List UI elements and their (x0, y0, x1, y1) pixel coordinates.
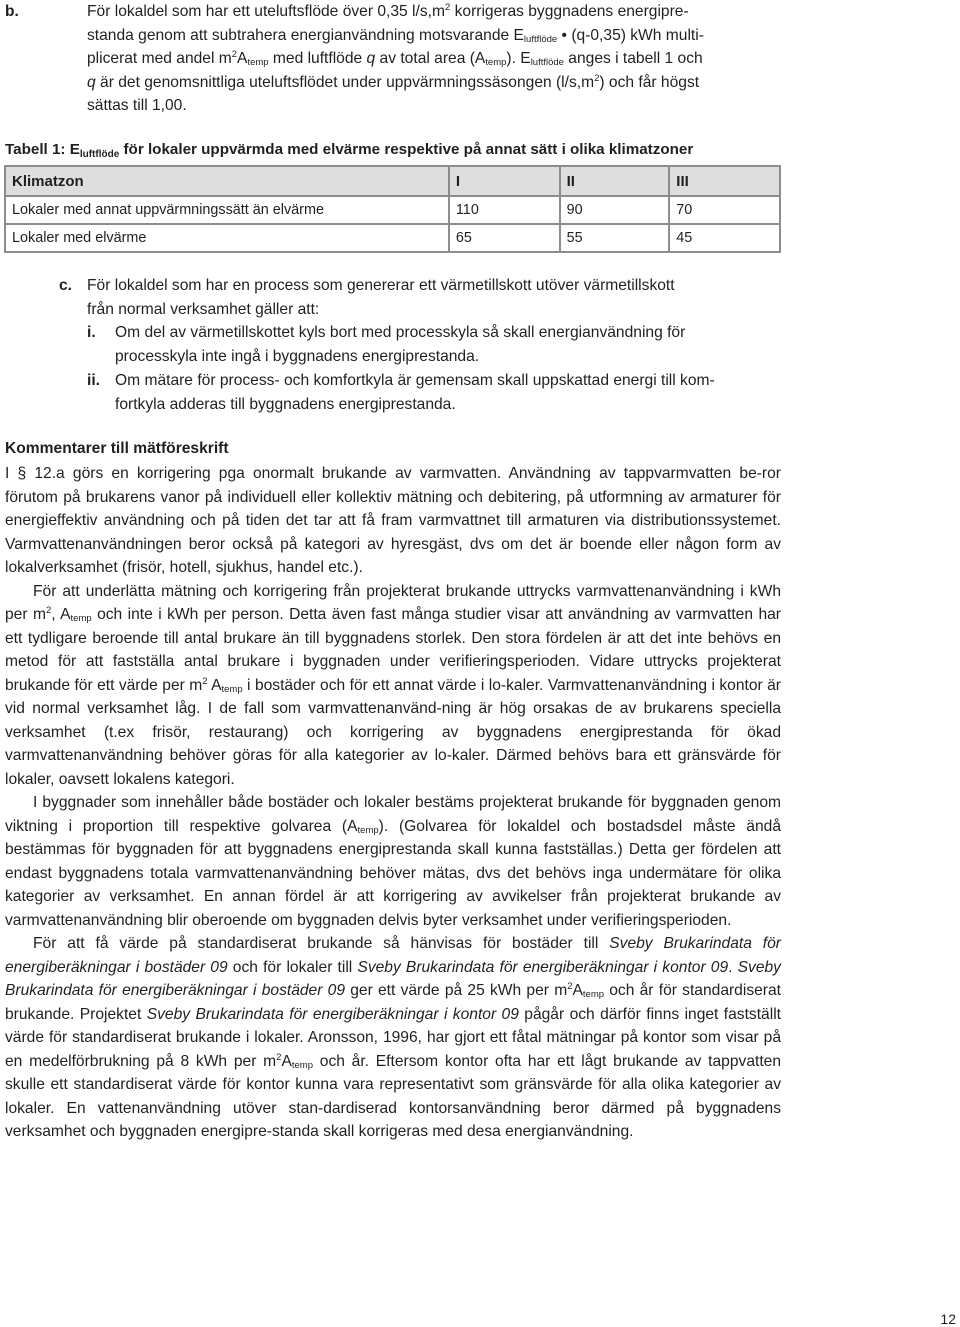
p3-a-sub: temp (357, 824, 379, 836)
p4-h-sub: temp (291, 1059, 313, 1071)
b-t8-sub: temp (485, 57, 507, 68)
table-caption (5, 141, 693, 158)
header-cell: III (669, 166, 780, 196)
p4-c-italic: Sveby Brukarindata för energiberäkningar i bostäder 09 (5, 958, 781, 999)
table-cell: Lokaler med annat uppvärmningssätt än elvärme (5, 196, 449, 224)
section-c-label: c. (59, 277, 73, 294)
p4-i: och år. Eftersom kontor ofta har ett lågt brukande av tappvatten skulle ett standardiserat värde för kontor kunna vara representativt som gränsvärde för alla olika kategorier av lokaler. En vattenanvändning utöver stan-dardiserad kontorsanvändning beror därmed på byggnadens verksamhet och byggnaden energipre-standa skall korrigeras med desa energianvändning. (5, 1052, 781, 1140)
paragraph-1: I § 12.a görs en korrigering pga onormalt brukande av varmvatten. Användning av tappvarmvatten be-ror förutom på brukarens vanor på individuell eller kollektiv mätning och debitering, på utformning av armaturer för energieffektiv användning och på tiden det tar att få fram varmvattnet till armaturen via distributionssystemet. Varmvattenanvändningen beror också på kategori av hyresgäst, dvs om det är boende eller någon form av lokalverksamhet (frisör, hotell, sjukhus, handel etc.). (5, 465, 781, 576)
p4-a: För att få värde på standardiserat brukande så hänvisas för bostäder till (33, 935, 610, 952)
p4-e: A (572, 982, 583, 999)
p3-b: ). (Golvarea för lokaldel och bostadsdel måste ändå bestämmas för byggnaden för att byggnadens energiprestanda skall kunna fastställas.) Detta ger fördelen att endast byggnadens totala varmvattenanvändning behöver mätas, dvs det behövs inga undermätare för olika kategorier av verksamhet. En annan fördel är att korrigering av avvikelser från projekterat brukande av varmvattenanvändning blir oberoende om byggnaden delvis byter verksamhet under verifieringsperioden. (5, 817, 781, 929)
p4-e-sub: temp (582, 989, 605, 1000)
b-t3-sub: luftflöde (523, 33, 558, 45)
section-b-text (87, 0, 887, 118)
b-t1-sup: 2 (444, 2, 451, 13)
b-t6: A (237, 50, 248, 67)
table-cell: 65 (449, 224, 560, 252)
climate-zone-table (4, 165, 781, 253)
p4-g: pågår och därför finns inget fastställt värde för standardiserat brukande i lokaler. Aronsson, 1996, har gjort ett fåtal mätningar på kontor som visar på en medelförbrukning på 8 kWh per m (5, 1005, 781, 1070)
paragraph-3 (5, 791, 781, 932)
comments-body (5, 462, 781, 1144)
header-cell: II (560, 166, 670, 196)
b-t5-sup: 2 (231, 49, 238, 60)
header-cell: Klimatzon (5, 166, 449, 196)
b-t3: standa genom att subtrahera energianvändning motsvarande E (87, 26, 524, 44)
subitem-ii-label: ii. (87, 372, 100, 389)
p4-h: A (281, 1052, 292, 1070)
table-caption-sub: luftflöde (79, 149, 120, 160)
i-line-2: processkyla inte ingå i byggnadens energiprestanda. (115, 347, 480, 365)
paragraph-2 (5, 580, 781, 792)
section-b-label: b. (5, 3, 19, 20)
b-t6-sub: temp (247, 57, 269, 68)
b-t9-sub: luftflöde (530, 57, 564, 68)
subitem-i-label: i. (87, 324, 96, 341)
b-t11-italic: q (87, 73, 96, 91)
table-cell: 45 (669, 224, 780, 252)
p3-a: I byggnader som innehåller både bostäder och lokaler bestäms projekterat brukande för byggnaden genom viktning i proportion till respektive golvarea (A (5, 794, 781, 835)
table-cell: 110 (449, 196, 560, 224)
table-cell: 70 (669, 196, 780, 224)
b-t7: med luftflöde (268, 50, 367, 67)
b-t7-italic: q (366, 50, 376, 67)
p4-d: ger ett värde på 25 kWh per m (345, 982, 568, 999)
p2-d-sub: temp (221, 683, 243, 695)
p2-e: i bostäder och för ett annat värde i lo-kaler. Varmvattenanvändning i kontor är vid normal verksamhet låg. I de fall som varmvattenanvänd-ning är hög orsakas de av brukarens speciella verksamhet (t.ex frisör, restaurang) och korrigering av byggnadens energiprestanda för ökad varmvattenanvändning behöver göras för alla kategorier av lo-kaler. Därmed behövs bara ett gränsvärde för lokaler, oavsett lokalens kategori. (5, 676, 781, 788)
b-t1: För lokaldel som har ett uteluftsflöde över 0,35 l/s,m (87, 3, 445, 20)
p4-a-italic: Sveby Brukarindata för energiberäkningar i bostäder 09 (5, 935, 781, 976)
b-t10: anges i tabell 1 och (563, 50, 703, 67)
table-caption-b: för lokaler uppvärmda med elvärme respektive på annat sätt i olika klimatzoner (119, 141, 694, 158)
p4-g-sup: 2 (276, 1051, 282, 1063)
section-c-text (87, 274, 867, 321)
b-t13: sättas till 1,00. (87, 97, 187, 114)
b-t2: korrigeras byggnadens energipre- (450, 3, 689, 20)
subitem-i-text (115, 321, 875, 368)
table-row (5, 196, 780, 224)
ii-line-2: fortkyla adderas till byggnadens energiprestanda. (115, 395, 456, 413)
p4-f: och år för standardiserat brukande. Projektet (5, 982, 781, 1023)
table-header-row (5, 166, 780, 196)
c-line-2: från normal verksamhet gäller att: (87, 300, 320, 318)
table-row (5, 224, 780, 252)
p2-a: För att underlätta mätning och korrigering från projekterat brukande uttrycks varmvattenanvändning i kWh per m (5, 582, 781, 623)
p4-c: . (728, 958, 738, 976)
comments-heading: Kommentarer till mätföreskrift (5, 440, 229, 457)
p2-c: och inte i kWh per person. Detta även fast många studier visar att användning av varmvatten har ett tydligare beroende till antal brukare än till byggnadens storlek. Den stora fördelen är att det inte behövs en metod för att fastställa antal brukare i byggnaden under verifieringsperioden. Vidare uttrycks projekterat brukande för ett värde per m (5, 606, 781, 694)
p2-b-sub: temp (70, 613, 92, 624)
p4-b-italic: Sveby Brukarindata för energiberäkningar i kontor 09 (357, 958, 729, 976)
page-number: 12 (940, 1311, 956, 1327)
table-cell: Lokaler med elvärme (5, 224, 449, 252)
table-cell: 55 (560, 224, 670, 252)
p2-d: A (207, 676, 222, 694)
p4-d-sup: 2 (567, 981, 573, 992)
b-t8: av total area (A (375, 50, 486, 67)
subitem-ii-text (115, 369, 875, 416)
header-cell: I (449, 166, 560, 196)
ii-line-1: Om mätare för process- och komfortkyla är gemensam skall uppskattad energi till kom- (115, 372, 715, 389)
p2-c-sup: 2 (202, 675, 208, 687)
b-t9: ). E (506, 50, 531, 67)
p2-a-sup: 2 (45, 605, 52, 616)
c-line-1: För lokaldel som har en process som genererar ett värmetillskott utöver värmetillskott (87, 277, 675, 294)
b-t11-sup: 2 (594, 72, 600, 84)
b-t12: ) och får högst (599, 73, 700, 91)
paragraph-4 (5, 932, 781, 1144)
p4-f-italic: Sveby Brukarindata för energiberäkningar i kontor 09 (146, 1005, 519, 1023)
table-cell: 90 (560, 196, 670, 224)
b-t4: • (q-0,35) kWh multi- (557, 26, 704, 44)
i-line-1: Om del av värmetillskottet kyls bort med processkyla så skall energianvändning för (115, 324, 686, 341)
b-t11: är det genomsnittliga uteluftsflödet under uppvärmningssäsongen (l/s,m (95, 73, 595, 91)
table-caption-a: Tabell 1: E (5, 141, 80, 158)
b-t5: plicerat med andel m (87, 50, 232, 67)
p2-b: , A (51, 606, 71, 623)
p4-b: och för lokaler till (227, 958, 358, 976)
